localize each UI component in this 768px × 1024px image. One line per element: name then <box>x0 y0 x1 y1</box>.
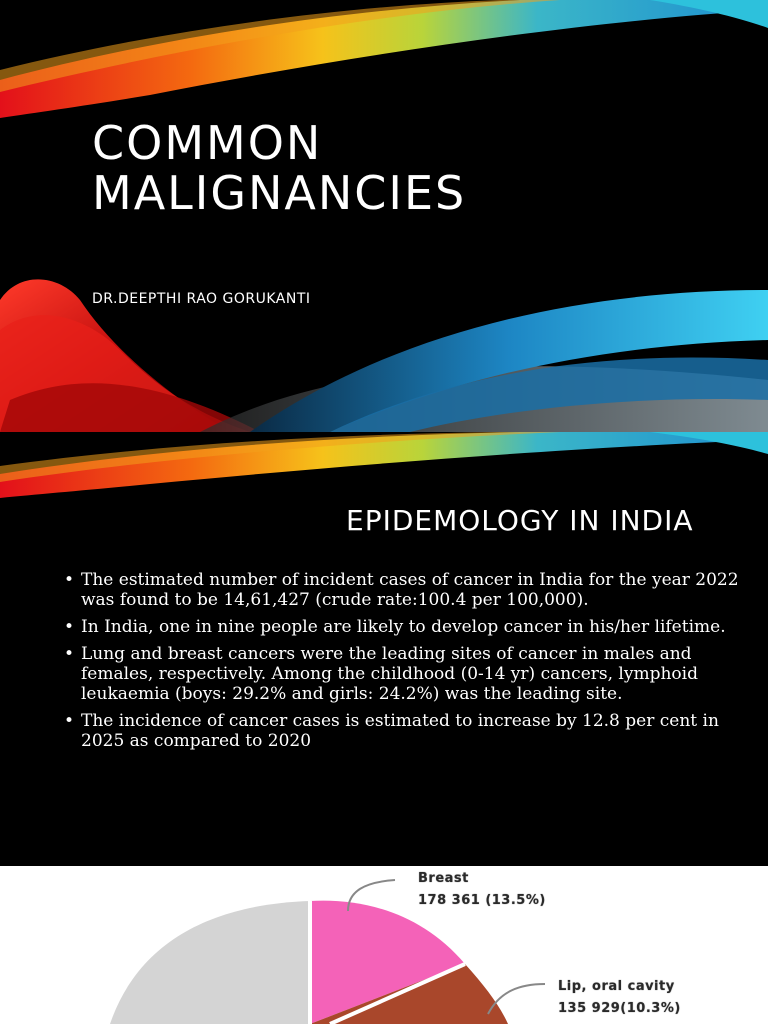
slide-heading: EPIDEMOLOGY IN INDIA <box>346 504 694 537</box>
label-name: Lip, oral cavity <box>558 979 675 994</box>
author-name: DR.DEEPTHI RAO GORUKANTI <box>92 291 311 307</box>
label-value: 178 361 (13.5%) <box>418 893 546 908</box>
pie-slice-other <box>110 901 310 1024</box>
label-value: 135 929(10.3%) <box>558 1001 681 1016</box>
bullet-item: • In India, one in nine people are likely to develop cancer in his/her lifetime. <box>64 617 754 637</box>
title-slide <box>0 0 768 432</box>
title-line: MALIGNANCIES <box>92 166 467 220</box>
label-breast <box>418 868 546 912</box>
epidemiology-slide <box>0 432 768 866</box>
bullet-item: • The estimated number of incident cases of cancer in India for the year 2022 was found to be 14,61,427 (crude rate:100.4 per 100,000). <box>64 570 754 610</box>
label-lip-oral <box>558 976 681 1020</box>
bullet-item: • The incidence of cancer cases is estimated to increase by 12.8 per cent in 2025 as compared to 2020 <box>64 711 754 751</box>
label-name: Breast <box>418 871 469 886</box>
title-line: COMMON <box>92 116 323 170</box>
pie-chart-slide <box>0 866 768 1024</box>
bullet-list <box>64 570 754 758</box>
bullet-item: • Lung and breast cancers were the leading sites of cancer in males and females, respectively. Among the childhood (0-14 yr) cancers, lymphoid leukaemia (boys: 29.2% and girls: 24.2%) was the leading site. <box>64 644 754 704</box>
presentation-title <box>92 118 466 218</box>
